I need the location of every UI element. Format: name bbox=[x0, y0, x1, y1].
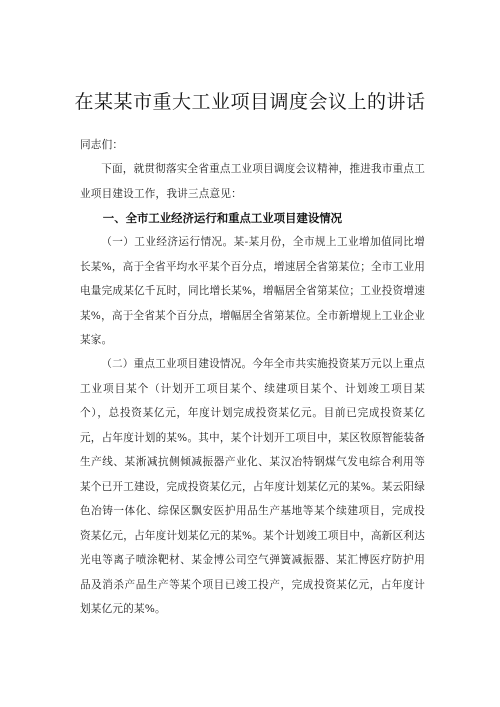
section-heading: 一、全市工业经济运行和重点工业项目建设情况 bbox=[102, 211, 343, 225]
economy-paragraph: （一）工业经济运行情况。某-某月份，全市规上工业增加值同比增长某%，高于全省平均水平某个百分点，增速居全省第某位；全市工业用电量完成某亿千瓦时，同比增长某%，增幅居全省第某位；工业投资增速某%，高于全省某个百分点，增幅居全省第某位。全市新增规上工业企业某家。 bbox=[80, 236, 425, 346]
salutation: 同志们： bbox=[80, 139, 124, 151]
document-title: 在某某市重大工业项目调度会议上的讲话 bbox=[74, 91, 426, 113]
projects-paragraph: （二）重点工业项目建设情况。今年全市共实施投资某万元以上重点工业项目某个（计划开工项目某个、续建项目某个、计划竣工项目某个），总投资某亿元，年度计划完成投资某亿元。目前已完成投资某亿元，占年度计划的某%。其中，某个计划开工项目中，某区牧原智能装备生产线、某淅减抗侧倾减振器产业化、某汉冶特钢煤气发电综合利用等某个已开工建设，完成投资某亿元，占年度计划某亿元的某%。某云阳绿色冶铸一体化、综保区飘安医护用品生产基地等某个续建项目，完成投资某亿元，占年度计划某亿元的某%。某个计划竣工项目中，高新区利达光电等离子喷涂靶材、某金博公司空气弹簧减振器、某汇博医疗防护用品及消杀产品生产等某个项目已竣工投产，完成投资某亿元，占年度计划某亿元的某%。 bbox=[80, 358, 425, 615]
intro-paragraph: 下面，就贯彻落实全省重点工业项目调度会议精神，推进我市重点工业项目建设工作，我讲三点意见： bbox=[80, 163, 425, 200]
